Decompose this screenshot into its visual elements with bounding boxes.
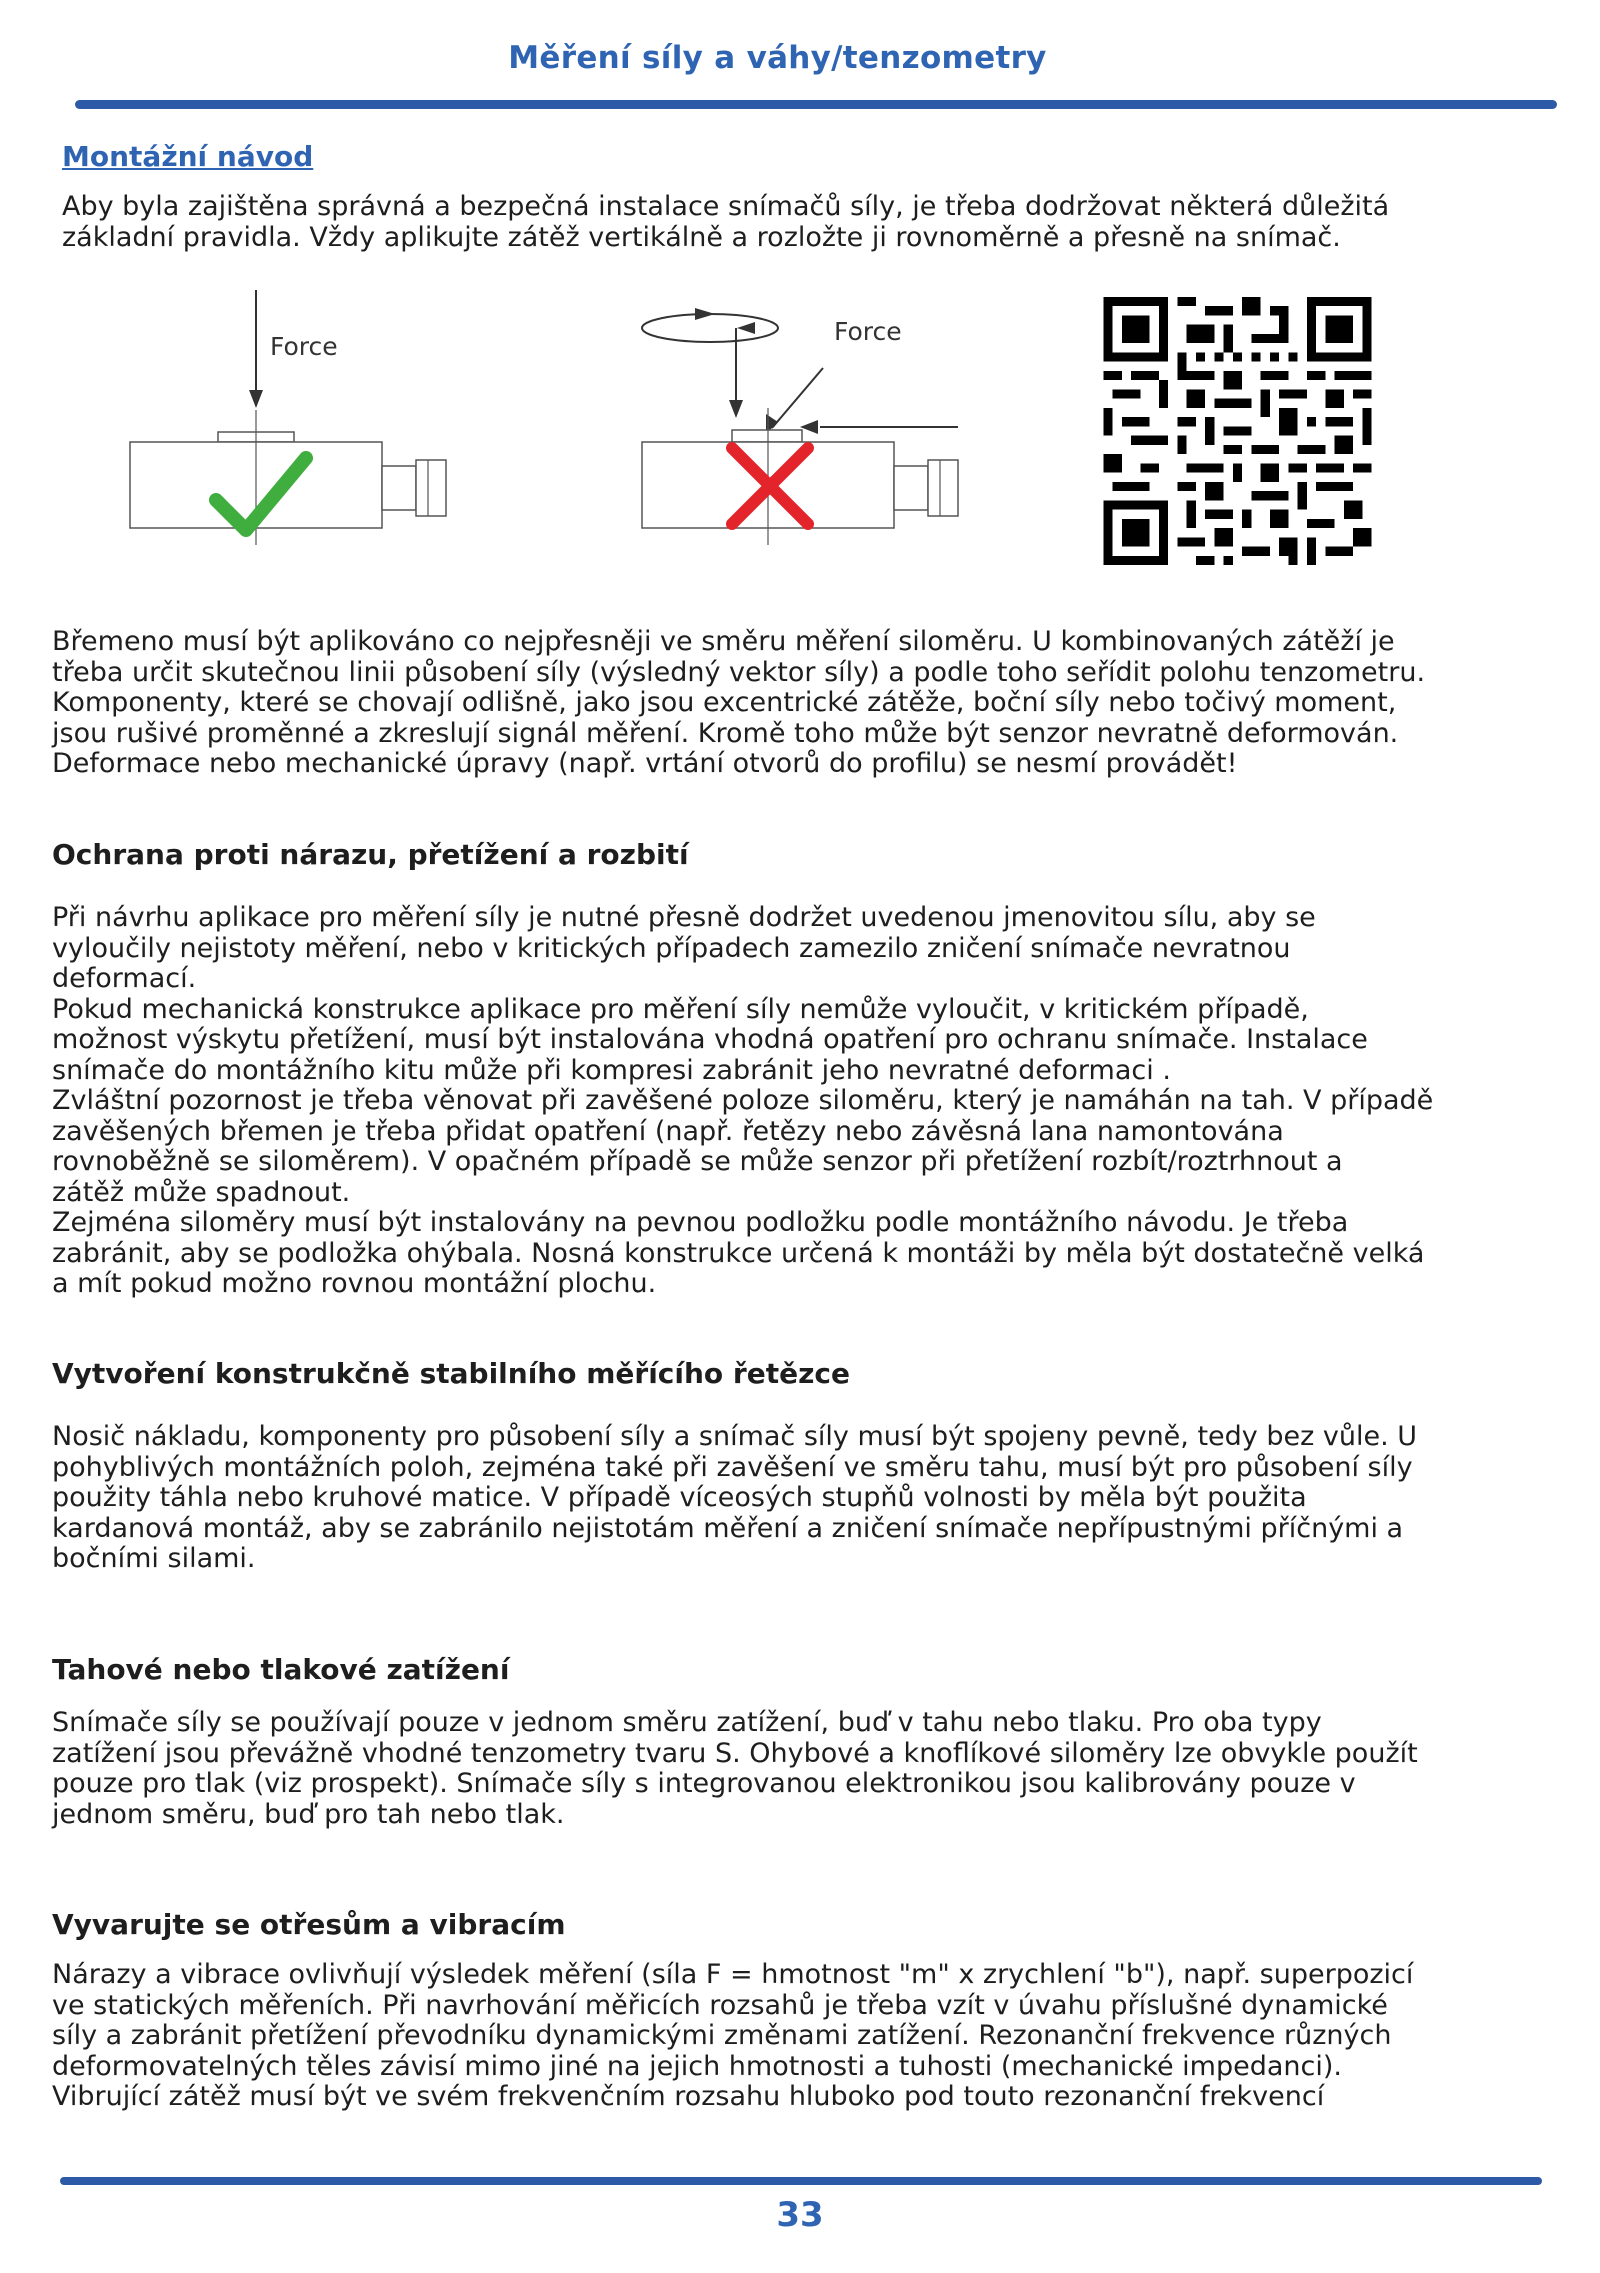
section-text-vibration: Nárazy a vibrace ovlivňují výsledek měření (síla F = hmotnost "m" x zrychlení "b"), např. superpozicí ve statických měřeních. Při navrhování měřicích rozsahů je třeba vzít v úvahu příslušné dynamické síly a zabránit přetížení převodníku dynamickými změnami zatížení. Rezonanční frekvence různých deformovatelných těles závisí mimo jiné na jejich hmotnosti a tuhosti (mechanické impedanci). Vibrující zátěž musí být ve svém frekvenčním rozsahu hluboko pod touto rezonanční frekvencí xyxy=(52,1959,1414,2112)
section-text-measuring-chain: Nosič nákladu, komponenty pro působení síly a snímač síly musí být spojeny pevně, tedy bez vůle. U pohyblivých montážních poloh, zejména také při zavěšení ve směru tahu, musí být pro působení síly použity táhla nebo kruhové matice. V případě víceosých stupňů volnosti by měla být použita kardanová montáž, aby se zabránilo nejistotám měření a zničení snímače nepřípustnými příčnými a bočními silami. xyxy=(52,1421,1417,1574)
section-heading-measuring-chain: Vytvoření konstrukčně stabilního měřícího řetězce xyxy=(52,1357,850,1390)
mounting-body-text: Břemeno musí být aplikováno co nejpřesněji ve směru měření siloměru. U kombinovaných zátěží je třeba určit skutečnou linii působení síly (výsledný vektor síly) a podle toho seřídit polohu tenzometru. Komponenty, které se chovají odlišně, jako jsou excentrické zátěže, boční síly nebo točivý moment, jsou rušivé proměnné a zkreslují signál měření. Kromě toho může být senzor nevratně deformován. Deformace nebo mechanické úpravy (např. vrtání otvorů do profilu) se nesmí provádět! xyxy=(52,626,1426,779)
section-text-tension-compression: Snímače síly se používají pouze v jednom směru zatížení, buď v tahu nebo tlaku. Pro oba typy zatížení jsou převážně vhodné tenzometry tvaru S. Ohybové a knoflíkové siloměry lze obvykle použít pouze pro tlak (viz prospekt). Snímače síly s integrovanou elektronikou jsou kalibrovány pouze v jednom směru, buď pro tah nebo tlak. xyxy=(52,1707,1418,1830)
header-divider xyxy=(75,100,1557,109)
section-heading-vibration: Vyvarujte se otřesům a vibracím xyxy=(52,1908,566,1941)
footer-divider xyxy=(60,2177,1542,2185)
section-text-overload: Při návrhu aplikace pro měření síly je nutné přesně dodržet uvedenou jmenovitou sílu, aby se vyloučily nejistoty měření, nebo v kritických případech zamezilo zničení snímače nevratnou deformací. Pokud mechanická konstrukce aplikace pro měření síly nemůže vyloučit, v kritickém případě, možnost výskytu přetížení, musí být instalována vhodná opatření pro ochranu snímače. Instalace snímače do montážního kitu může při kompresi zabránit jeho nevratné deformaci . Zvláštní pozornost je třeba věnovat při zavěšené poloze siloměru, který je namáhán na tah. V případě zavěšených břemen je třeba přidat opatření (např. řetězy nebo závěsná lana namontována rovnoběžně se siloměrem). V opačném případě se může senzor při přetížení rozbít/roztrhnout a zátěž může spadnout. Zejména siloměry musí být instalovány na pevnou podložku podle montážního návodu. Je třeba zabránit, aby se podložka ohýbala. Nosná konstrukce určená k montáži by měla být dostatečně velká a mít pokud možno rovnou montážní plochu. xyxy=(52,902,1434,1299)
mounting-guide-link[interactable]: Montážní návod xyxy=(62,140,314,173)
section-heading-tension-compression: Tahové nebo tlakové zatížení xyxy=(52,1653,510,1686)
page-header-title: Měření síly a váhy/tenzometry xyxy=(508,40,1047,76)
diagram-wrong-load xyxy=(640,290,980,550)
section-heading-overload: Ochrana proti nárazu, přetížení a rozbití xyxy=(52,838,689,871)
mounting-intro: Aby byla zajištěna správná a bezpečná instalace snímačů síly, je třeba dodržovat některá důležitá základní pravidla. Vždy aplikujte zátěž vertikálně a rozložte ji rovnoměrně a přesně na snímač. xyxy=(62,191,1390,253)
force-label: Force xyxy=(270,332,338,361)
qr-code-icon[interactable] xyxy=(1095,297,1380,565)
diagram-correct-load xyxy=(128,290,468,550)
force-label: Force xyxy=(834,317,902,346)
page-number: 33 xyxy=(776,2195,824,2235)
